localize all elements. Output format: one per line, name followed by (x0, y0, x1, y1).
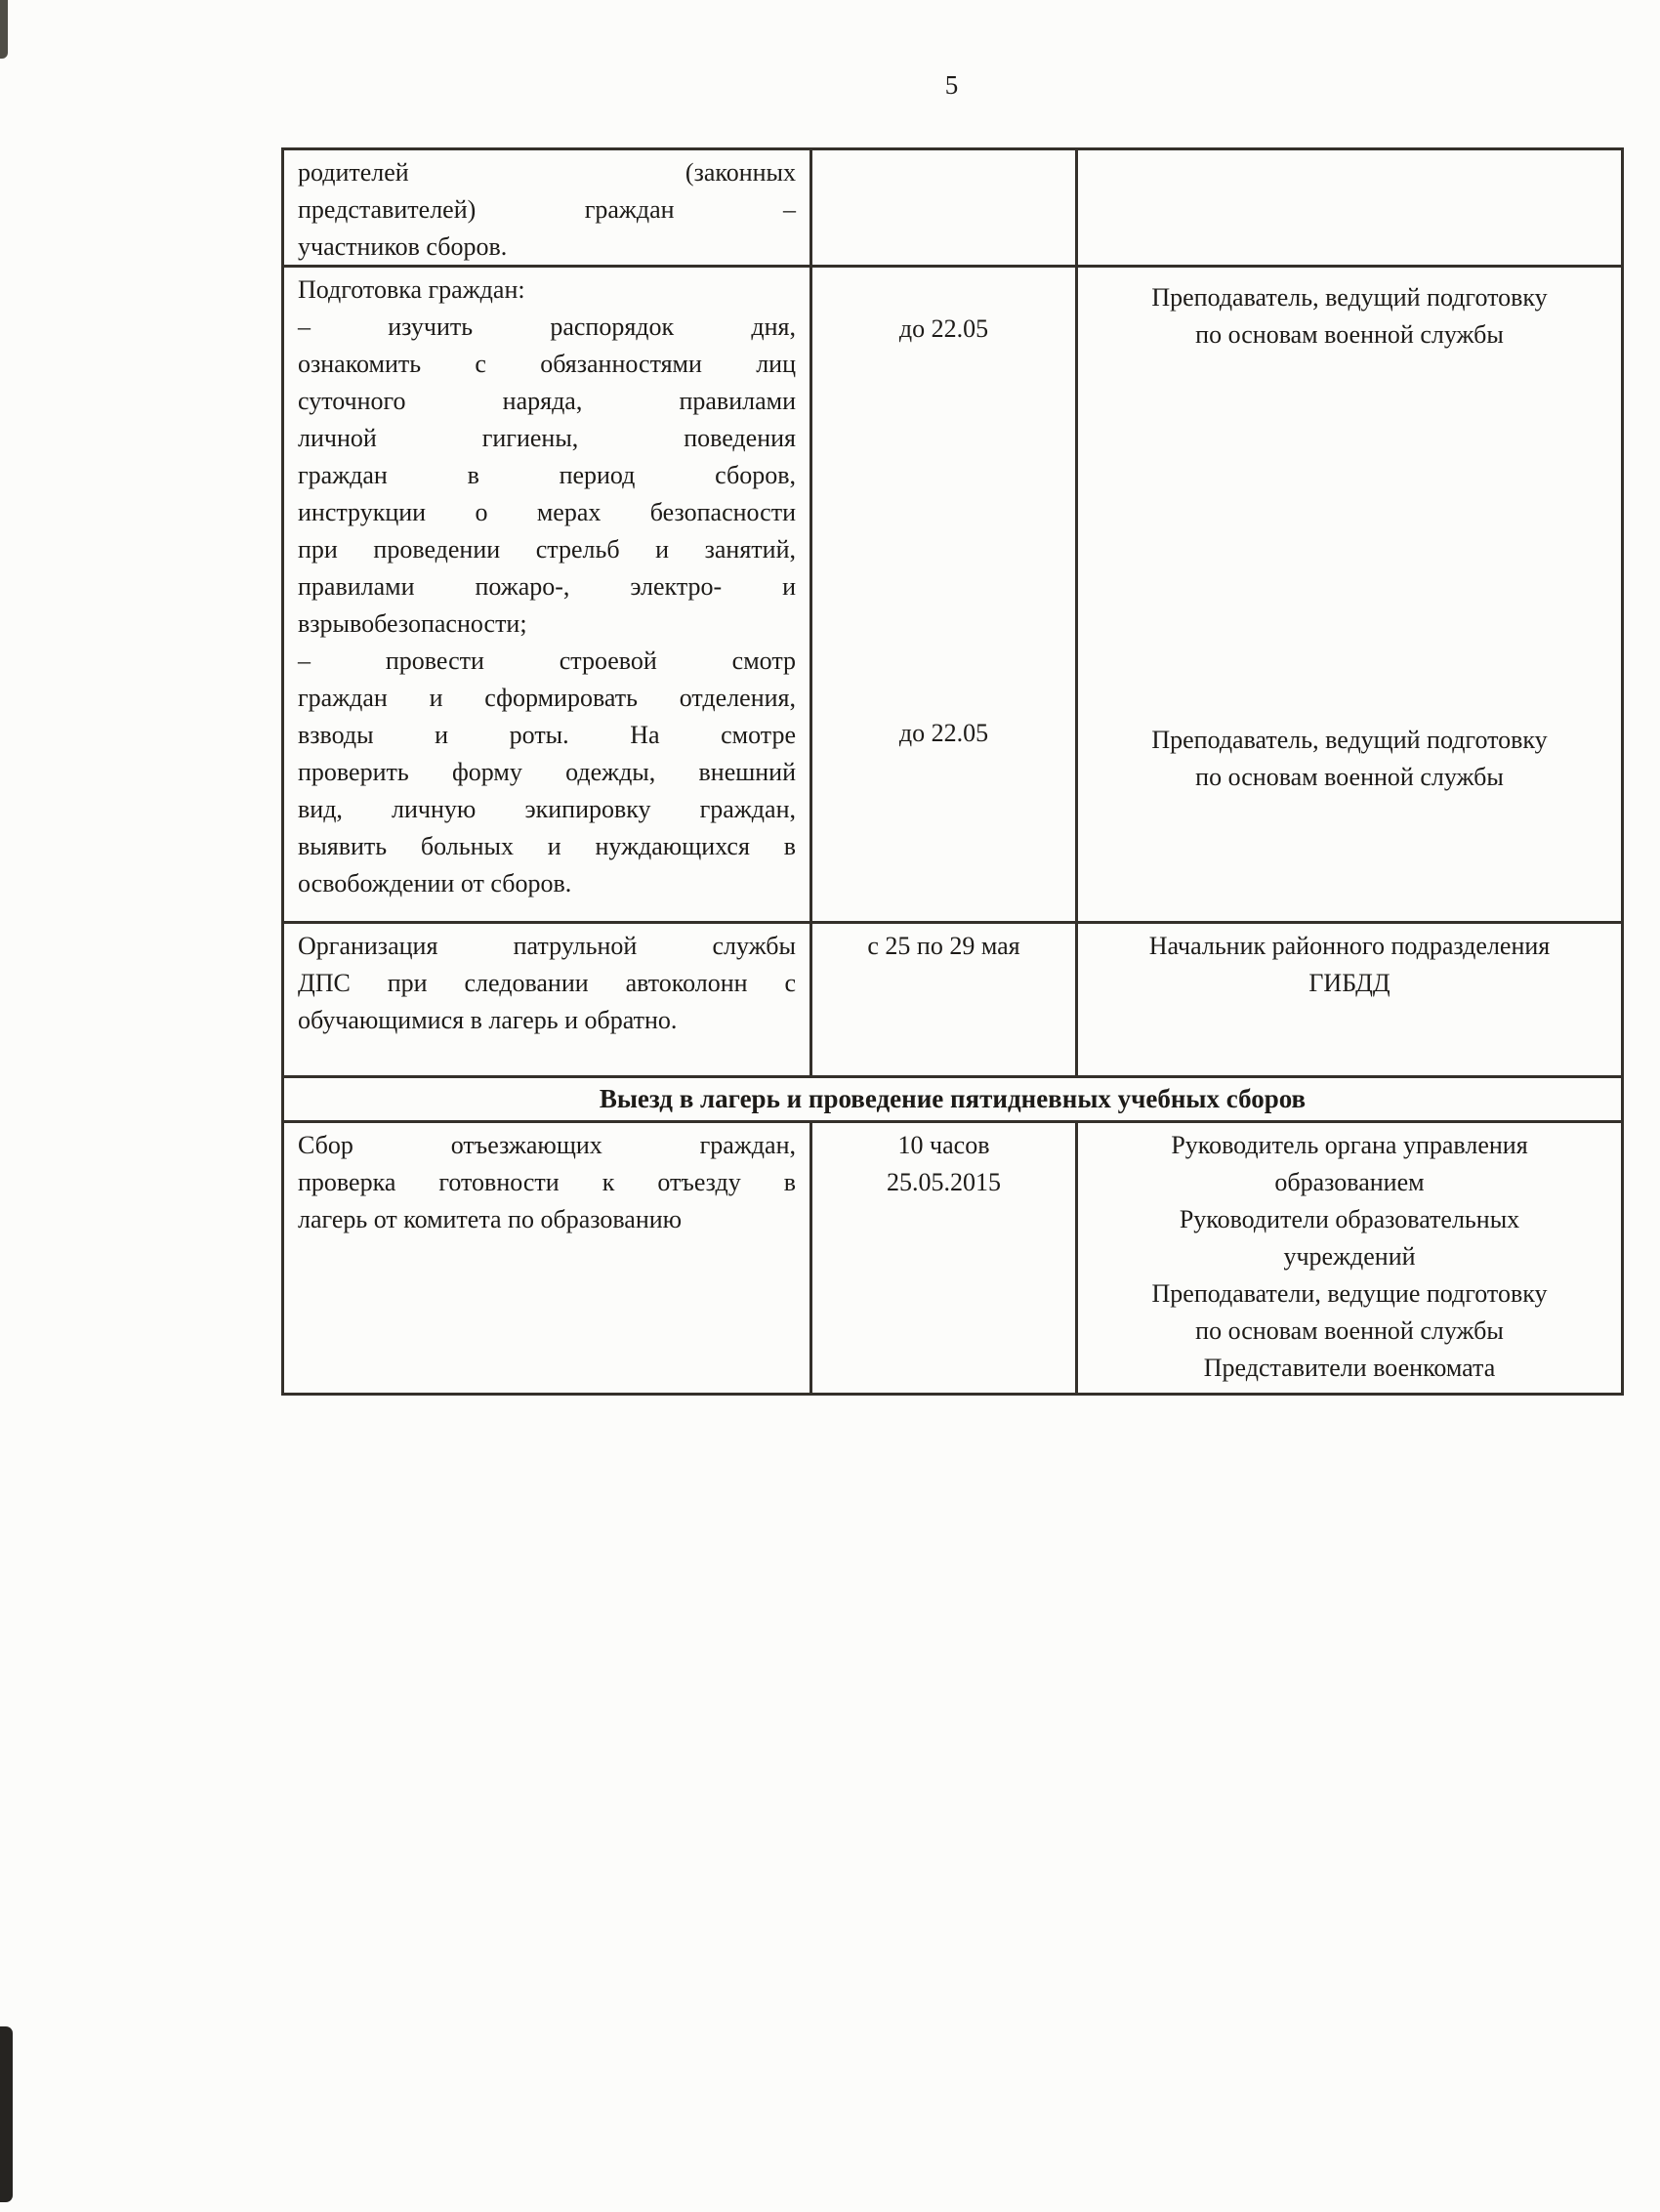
responsible-2 (1092, 722, 1607, 796)
text-line: Руководитель органа управления (1171, 1131, 1528, 1159)
table-row-departure (284, 1123, 1621, 1393)
table-row-patrol (284, 924, 1621, 1078)
cell-activity (284, 150, 809, 265)
text-line: 10 часов (897, 1131, 990, 1159)
deadline-1: до 22.05 (898, 314, 989, 343)
activity-title: Подготовка граждан: (298, 275, 525, 304)
activity-item-1 (298, 309, 796, 643)
cell-responsible-empty (1075, 150, 1621, 265)
responsible-list (1092, 1127, 1607, 1387)
scan-edge-artifact (0, 0, 5, 2212)
activity-text (298, 1127, 796, 1238)
page-number: 5 (944, 70, 959, 100)
text-line: взрывобезопасности; (298, 609, 527, 638)
text-line: при проведении стрельб и занятий, (298, 535, 796, 563)
text-line: граждан в период сборов, (298, 461, 796, 489)
cell-responsible (1075, 924, 1621, 1075)
text-line: суточного наряда, правилами (298, 387, 796, 415)
section-header: Выезд в лагерь и проведение пятидневных учебных сборов (599, 1084, 1307, 1113)
responsible-1 (1092, 279, 1607, 354)
text-line: Руководители образовательных (1179, 1205, 1520, 1233)
responsible (1092, 928, 1607, 1002)
text-line: ДПС при следовании автоколонн с (298, 969, 796, 997)
text-line: Представители военкомата (1203, 1354, 1496, 1382)
cell-activity (284, 1123, 809, 1393)
cell-deadline (809, 924, 1075, 1075)
cell-deadline (809, 1123, 1075, 1393)
text-line: взводы и роты. На смотре (298, 721, 796, 749)
cell-responsible (1075, 268, 1621, 921)
text-line: правилами пожаро-, электро- и (298, 572, 796, 601)
cell-deadline (809, 268, 1075, 921)
text-line: Преподаватель, ведущий подготовку (1151, 283, 1548, 312)
text-line: по основам военной службы (1195, 763, 1504, 791)
text-line: – провести строевой смотр (298, 647, 796, 675)
cell-responsible (1075, 1123, 1621, 1393)
cell-activity (284, 268, 809, 921)
text-line: освобождении от сборов. (298, 869, 572, 897)
text-line: выявить больных и нуждающихся в (298, 832, 796, 860)
text-line: по основам военной службы (1195, 320, 1504, 349)
text-line: граждан и сформировать отделения, (298, 684, 796, 712)
scan-corner-artifact (0, 0, 8, 59)
text-line: Преподаватели, ведущие подготовку (1151, 1279, 1548, 1308)
text-line: образованием (1274, 1168, 1425, 1196)
table-row-preparation (284, 268, 1621, 924)
text-line: Начальник районного подразделения (1148, 932, 1551, 960)
activity-text (298, 154, 796, 265)
text-line: лагерь от комитета по образованию (298, 1205, 683, 1233)
text-line: ознакомить с обязанностями лиц (298, 350, 796, 378)
text-line: учреждений (1283, 1242, 1416, 1271)
text-line: родителей (законных (298, 158, 796, 187)
schedule-table (281, 147, 1624, 1396)
text-line: – изучить распорядок дня, (298, 313, 796, 341)
text-line: по основам военной службы (1195, 1316, 1504, 1345)
deadline: с 25 по 29 мая (867, 932, 1020, 960)
text-line: ГИБДД (1308, 969, 1390, 997)
scan-blot-artifact (0, 2026, 13, 2202)
text-line: проверка готовности к отъезду в (298, 1168, 796, 1196)
text-line: Организация патрульной службы (298, 932, 796, 960)
text-line: Преподаватель, ведущий подготовку (1151, 726, 1548, 754)
activity-text (298, 928, 796, 1039)
activity-item-2 (298, 643, 796, 902)
deadline-2: до 22.05 (898, 719, 989, 747)
text-line: инструкции о мерах безопасности (298, 498, 796, 526)
text-line: обучающимися в лагерь и обратно. (298, 1006, 678, 1034)
cell-deadline-empty (809, 150, 1075, 265)
text-line: Сбор отъезжающих граждан, (298, 1131, 796, 1159)
cell-activity (284, 924, 809, 1075)
deadline (826, 1127, 1061, 1201)
text-line: вид, личную экипировку граждан, (298, 795, 796, 823)
text-line: 25.05.2015 (887, 1168, 1001, 1196)
text-line: личной гигиены, поведения (298, 424, 796, 452)
text-line: представителей) граждан – (298, 195, 796, 224)
text-line: участников сборов. (298, 232, 508, 261)
table-section-header-row (284, 1078, 1621, 1123)
text-line: проверить форму одежды, внешний (298, 758, 796, 786)
table-row-continuation (284, 150, 1621, 268)
